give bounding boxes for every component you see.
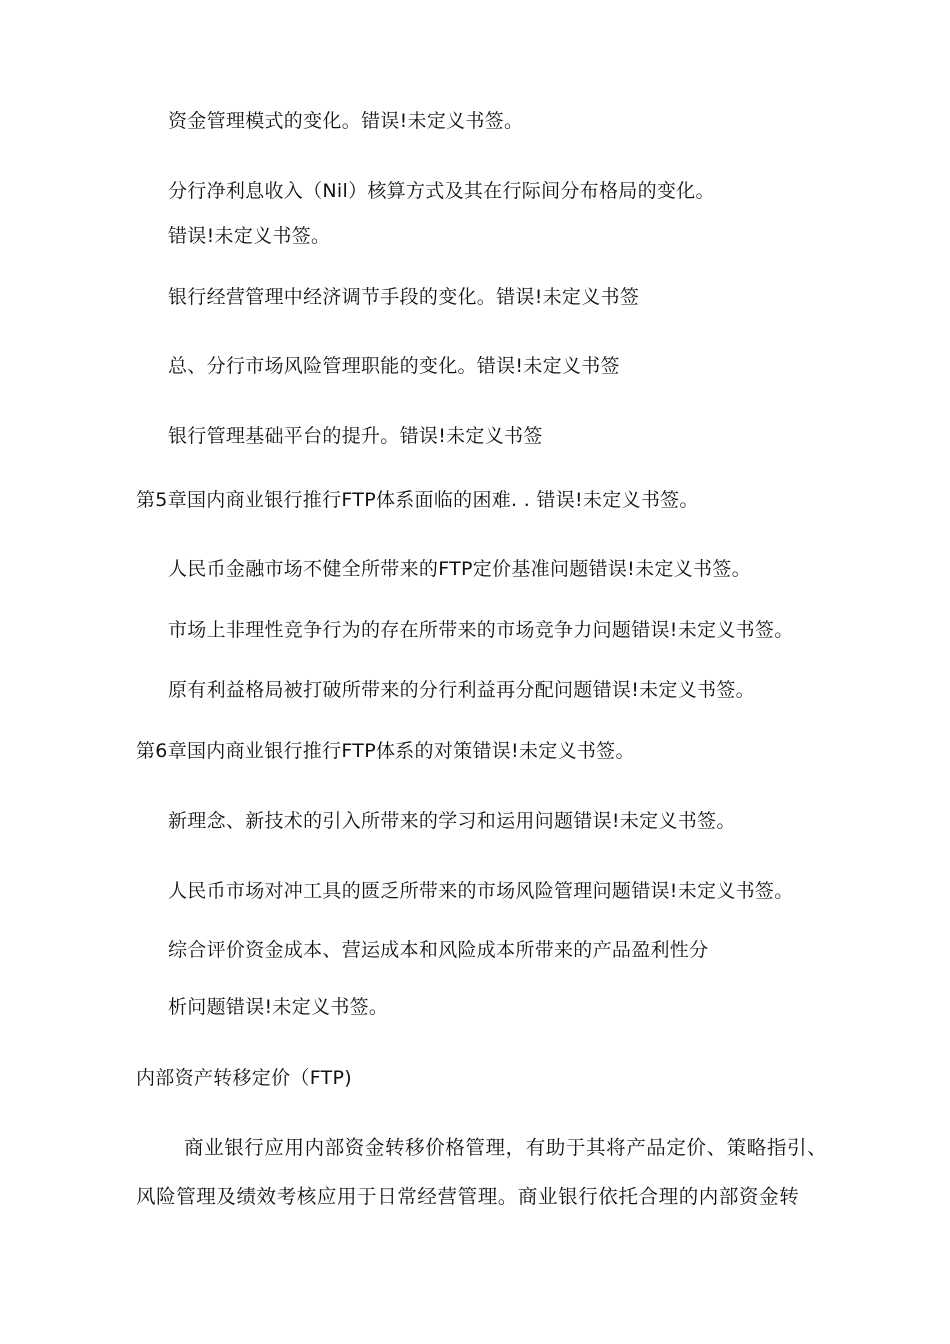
- toc-entry-branch-nii-accounting-cont[interactable]: 错误!未定义书签。: [168, 225, 331, 247]
- body-paragraph-line-1: 商业银行应用内部资金转移价格管理，有助于其将产品定价、策略指引、: [184, 1136, 828, 1159]
- body-paragraph-line-2: 风险管理及绩效考核应用于日常经营管理。商业银行依托合理的内部资金转: [136, 1185, 800, 1208]
- toc-entry-product-profitability-cont[interactable]: 析问题错误!未定义书签。: [168, 996, 389, 1018]
- toc-chapter-6[interactable]: 第6章国内商业银行推行FTP体系的对策错误!未定义书签。: [136, 740, 635, 762]
- section-heading: 内部资产转移定价（FTP): [136, 1067, 352, 1089]
- toc-entry-hedging-tools[interactable]: 人民币市场对冲工具的匮乏所带来的市场风险管理问题错误!未定义书签。: [168, 880, 794, 902]
- toc-entry-economic-adjustment[interactable]: 银行经营管理中经济调节手段的变化。错误!未定义书签: [168, 286, 640, 308]
- toc-entry-market-risk-function[interactable]: 总、分行市场风险管理职能的变化。错误!未定义书签: [168, 355, 620, 377]
- toc-chapter-5[interactable]: 第5章国内商业银行推行FTP体系面临的困难. . 错误!未定义书签。: [136, 489, 699, 511]
- toc-entry-branch-nii-accounting[interactable]: 分行净利息收入（Nil）核算方式及其在行际间分布格局的变化。: [168, 180, 715, 202]
- toc-entry-new-concepts[interactable]: 新理念、新技术的引入所带来的学习和运用问题错误!未定义书签。: [168, 810, 736, 832]
- toc-entry-market-competitiveness[interactable]: 市场上非理性竞争行为的存在所带来的市场竞争力问题错误!未定义书签。: [168, 619, 794, 641]
- toc-entry-pricing-benchmark[interactable]: 人民币金融市场不健全所带来的FTP定价基准问题错误!未定义书签。: [168, 558, 751, 580]
- toc-entry-fund-management-mode[interactable]: 资金管理模式的变化。错误!未定义书签。: [168, 110, 524, 132]
- toc-entry-product-profitability[interactable]: 综合评价资金成本、营运成本和风险成本所带来的产品盈利性分: [168, 939, 709, 961]
- toc-entry-management-platform[interactable]: 银行管理基础平台的提升。错误!未定义书签: [168, 425, 543, 447]
- toc-entry-profit-redistribution[interactable]: 原有利益格局被打破所带来的分行利益再分配问题错误!未定义书签。: [168, 679, 755, 701]
